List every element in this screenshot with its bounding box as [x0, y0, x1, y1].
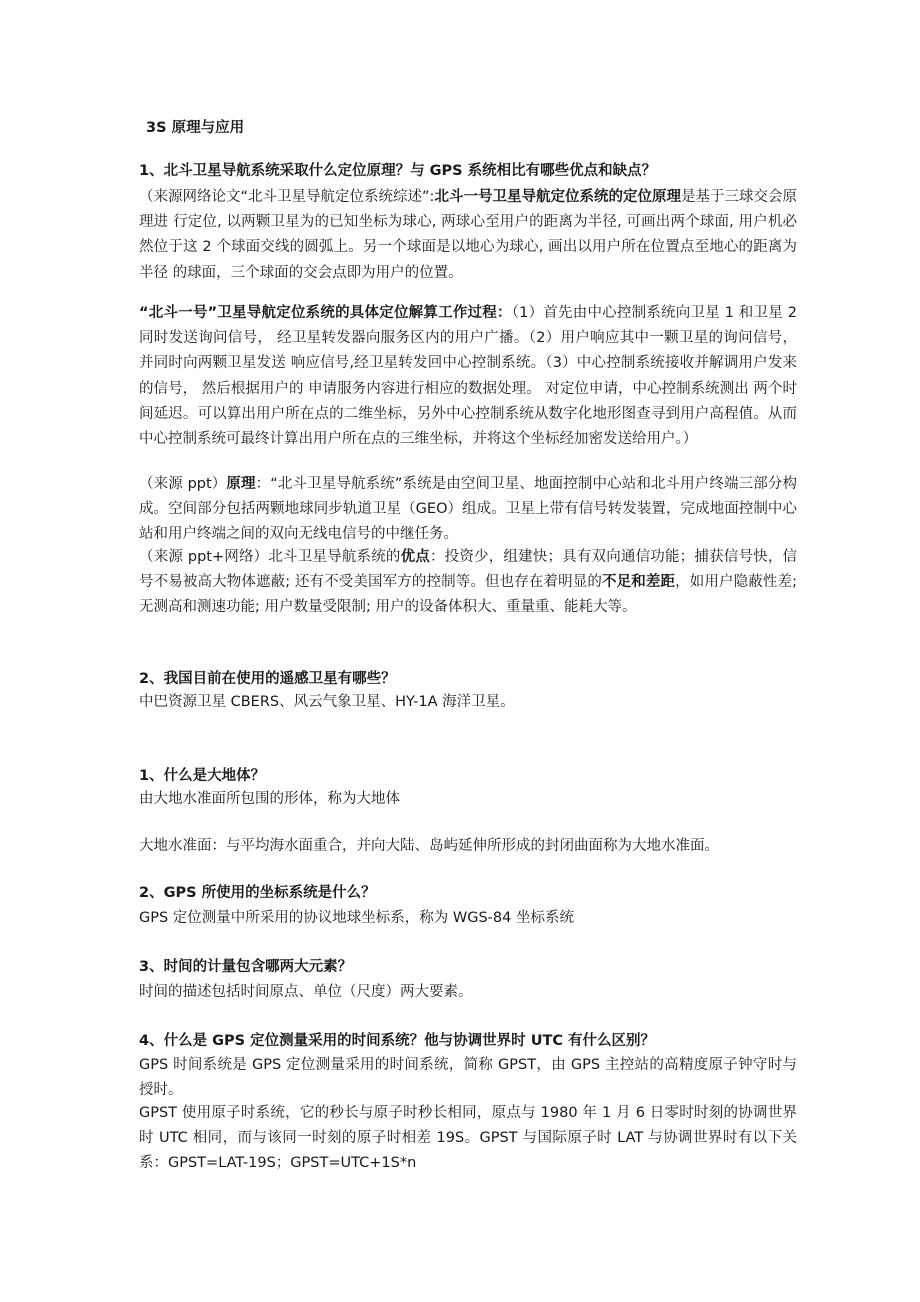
answer-paragraph — [139, 545, 797, 621]
question-heading — [139, 763, 797, 789]
answer-paragraph — [139, 980, 797, 1005]
answer-paragraph — [139, 1101, 797, 1177]
question-heading — [139, 954, 797, 980]
question-1-heading: 1、北斗卫星导航系统采取什么定位原理？与 GPS 系统相比有哪些优点和缺点？ — [139, 163, 657, 179]
beidou-structure-paragraph — [139, 472, 797, 548]
body-text: ：“北斗卫星导航系统”系统是由空间卫星、地面控制中心站和北斗用户终端三部分构成。空间部分包括两颗地球同步轨道卫星（GEO）组成。卫星上带有信号转发装置，完成地面控制中心站和用户终端之间的双向无线电信号的中继任务。 — [139, 476, 797, 543]
geoid-surface-definition: 大地水准面：与平均海水面重合，并向大陆、岛屿延伸所形成的封闭曲面称为大地水准面。 — [139, 838, 719, 854]
beidou-pros-cons-paragraph — [139, 545, 797, 621]
emphasis-text: 原理 — [226, 476, 256, 492]
answer-paragraph — [139, 185, 797, 286]
beidou-process-paragraph — [139, 301, 797, 452]
emphasis-text: “北斗一号”卫星导航定位系统的具体定位解算工作过程： — [139, 305, 512, 321]
time-elements-answer: 时间的描述包括时间原点、单位（尺度）两大要素。 — [139, 984, 473, 1000]
answer-paragraph — [139, 787, 797, 812]
coordinate-system-answer: GPS 定位测量中所采用的协议地球坐标系，称为 WGS-84 坐标系统 — [139, 910, 574, 926]
question-heading — [139, 666, 797, 692]
emphasis-text: 北斗一号卫星导航定位系统的定位原理 — [434, 189, 681, 205]
emphasis-text: 不足和差距 — [601, 574, 676, 591]
document-title: 3S 原理与应用 — [146, 120, 245, 136]
answer-paragraph — [139, 301, 797, 452]
body-text: （1）首先由中心控制系统向卫星 1 和卫星 2 同时发送询问信号， 经卫星转发器向服务区内的用户广播。（2）用户响应其中一颗卫星的询问信号， 并同时向两颗卫星发送 响应信号,经卫星转发回中心控制系统。（3）中心控制系统接收并解调用户发来的信号， 然后根据用户的 申请服务内容进行相应的数据处理。 对定位申请，中心控制系统测出 两个时间延迟。可以算出用户所在点的二维坐标，另外中心控制系统从数字化地形图查寻到用户高程值。从而中心控制系统可最终计算出用户所在点的三维坐标，并将这个坐标经加密发送给用户。） — [139, 305, 797, 448]
source-note: （来源网络论文“北斗卫星导航定位系统综述”: — [139, 189, 435, 205]
answer-paragraph — [139, 690, 797, 715]
body-text: ，如用户隐蔽性差; 无测高和测速功能; 用户数量受限制; 用户的设备体积大、重量重、能耗大等。 — [139, 574, 797, 616]
question-heading — [139, 158, 797, 184]
time-elements-question-heading: 3、时间的计量包含哪两大元素？ — [139, 959, 353, 975]
answer-paragraph — [139, 834, 804, 859]
answer-paragraph — [139, 472, 797, 548]
gpst-definition-paragraph: GPS 时间系统是 GPS 定位测量采用的时间系统，简称 GPST，由 GPS 主控站的高精度原子钟守时与授时。 — [139, 1057, 797, 1099]
time-system-question-heading: 4、什么是 GPS 定位测量采用的时间系统？他与协调世界时 UTC 有什么区别？ — [139, 1033, 656, 1049]
body-text: 是基于三球交会原理进 行定位, 以两颗卫星为的已知坐标为球心, 两球心至用户的距离为半径, 可画出两个球面, 用户机必然位于这 2 个球面交线的圆弧上。另一个球面是以地心为球心, 画出以用户所在位置点至地心的距离为半径 的球面，三个球面的交会点即为用户的位置。 — [139, 189, 797, 281]
geoid-answer: 由大地水准面所包围的形体，称为大地体 — [139, 791, 400, 807]
source-note: （来源 ppt） — [139, 476, 227, 492]
geoid-question-heading: 1、什么是大地体？ — [139, 768, 266, 784]
beidou-principle-paragraph — [139, 185, 797, 286]
body-text: ：投资少，组建快；具有双向通信功能；捕获信号快，信号不易被高大物体遮蔽; 还有不受美国军方的控制等。但也存在着明显的 — [139, 549, 798, 591]
question-2-heading: 2、我国目前在使用的遥感卫星有哪些？ — [139, 671, 396, 687]
remote-sensing-answer: 中巴资源卫星 CBERS、风云气象卫星、HY-1A 海洋卫星。 — [139, 694, 515, 710]
answer-paragraph — [139, 1053, 797, 1103]
question-heading — [139, 880, 797, 906]
source-note: （来源 ppt+网络）北斗卫星导航系统的 — [139, 549, 401, 565]
question-heading — [139, 1028, 797, 1054]
gpst-utc-relation-paragraph: GPST 使用原子时系统，它的秒长与原子时秒长相同，原点与 1980 年 1 月 6 日零时时刻的协调世界时 UTC 相同，而与该同一时刻的原子时相差 19S。GPST 与国际原子时 LAT 与协调世界时有以下关系：GPST=LAT-19S；GPST=UTC+1S*n — [139, 1105, 797, 1172]
answer-paragraph — [139, 906, 797, 931]
coordinate-system-question-heading: 2、GPS 所使用的坐标系统是什么？ — [139, 885, 376, 901]
emphasis-text: 优点 — [400, 549, 430, 565]
